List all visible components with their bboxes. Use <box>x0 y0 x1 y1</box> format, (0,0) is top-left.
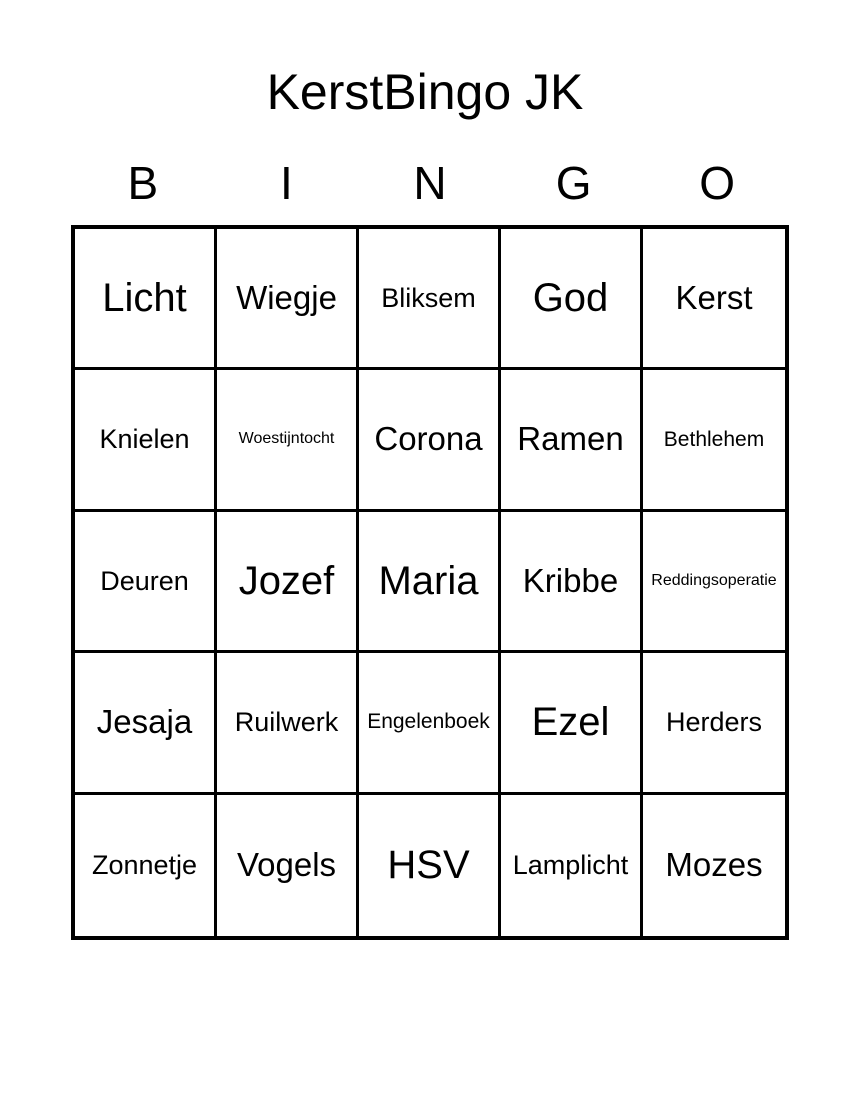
bingo-cell[interactable] <box>501 370 643 511</box>
bingo-column-headers <box>71 155 789 211</box>
bingo-cell-label: Mozes <box>665 845 763 883</box>
bingo-cell[interactable] <box>75 370 217 511</box>
bingo-grid <box>71 225 789 940</box>
column-header-n: N <box>413 157 447 209</box>
bingo-cell[interactable] <box>75 795 217 936</box>
bingo-cell-label: Kribbe <box>522 561 619 599</box>
bingo-cell-label: Ramen <box>517 420 624 458</box>
bingo-cell-label: Licht <box>102 276 187 321</box>
bingo-cell[interactable] <box>75 512 217 653</box>
bingo-cell-label: HSV <box>387 843 470 888</box>
bingo-cell[interactable] <box>643 512 785 653</box>
bingo-cell-label: Knielen <box>99 424 190 455</box>
bingo-cell-label: Vogels <box>236 845 337 883</box>
bingo-cell[interactable] <box>501 512 643 653</box>
bingo-cell-label: Lamplicht <box>512 850 629 881</box>
column-header-b: B <box>127 157 159 209</box>
bingo-cell[interactable] <box>217 370 359 511</box>
bingo-cell-label: Engelenboek <box>367 710 490 734</box>
bingo-cell-label: Corona <box>374 420 483 458</box>
bingo-cell-label: Kerst <box>675 278 753 316</box>
column-header-o: O <box>699 157 736 209</box>
bingo-cell[interactable] <box>359 370 501 511</box>
bingo-cell-label: Herders <box>665 707 763 738</box>
bingo-cell-label: Reddingsoperatie <box>651 571 777 589</box>
bingo-cell[interactable] <box>217 229 359 370</box>
page-title: KerstBingo JK <box>266 64 584 120</box>
bingo-cell-label: Wiegje <box>236 278 337 316</box>
column-header-g: G <box>555 157 592 209</box>
bingo-cell[interactable] <box>359 229 501 370</box>
bingo-cell[interactable] <box>359 653 501 794</box>
bingo-cell-label: Deuren <box>100 565 189 596</box>
bingo-cell-label: Ruilwerk <box>234 707 339 738</box>
bingo-cell[interactable] <box>643 370 785 511</box>
bingo-cell-label: God <box>532 276 609 321</box>
column-header-i: I <box>280 157 293 209</box>
bingo-cell[interactable] <box>75 653 217 794</box>
bingo-cell-label: Bethlehem <box>663 427 765 451</box>
bingo-cell[interactable] <box>217 512 359 653</box>
bingo-cell-label: Zonnetje <box>91 850 198 881</box>
bingo-cell[interactable] <box>501 653 643 794</box>
bingo-cell-label: Maria <box>378 558 479 603</box>
bingo-cell-label: Ezel <box>531 700 610 745</box>
bingo-cell[interactable] <box>75 229 217 370</box>
bingo-cell[interactable] <box>501 229 643 370</box>
bingo-cell[interactable] <box>359 795 501 936</box>
bingo-cell[interactable] <box>643 653 785 794</box>
bingo-cell[interactable] <box>643 229 785 370</box>
bingo-cell[interactable] <box>359 512 501 653</box>
bingo-cell-label: Bliksem <box>381 283 476 314</box>
bingo-cell[interactable] <box>217 795 359 936</box>
bingo-cell[interactable] <box>501 795 643 936</box>
bingo-cell-label: Jesaja <box>96 703 193 741</box>
bingo-cell-label: Woestijntocht <box>238 430 335 448</box>
bingo-cell[interactable] <box>217 653 359 794</box>
bingo-cell-label: Jozef <box>238 558 335 603</box>
bingo-cell[interactable] <box>643 795 785 936</box>
